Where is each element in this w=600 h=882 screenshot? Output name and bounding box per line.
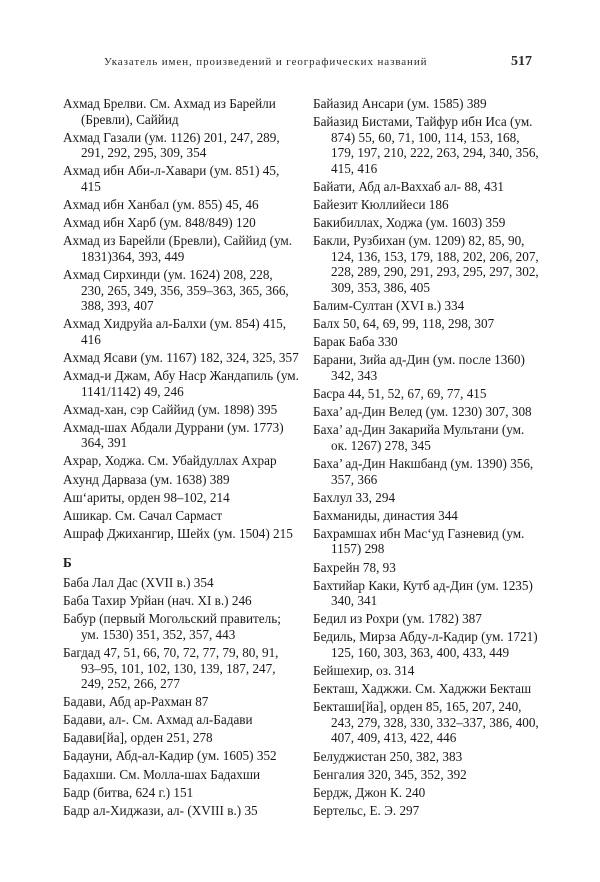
index-entry: Бенгалия 320, 345, 352, 392: [313, 766, 467, 782]
index-entry: Ашраф Джихангир, Шейх (ум. 1504) 215: [63, 525, 293, 541]
index-entry: Бедиль, Мирза Абду-л-Кадир (ум. 1721) 125, 160, 303, 363, 400, 433, 449: [313, 629, 538, 660]
index-entry: Аш‘ариты, орден 98–102, 214: [63, 489, 230, 505]
index-entry: Бакли, Рузбихан (ум. 1209) 82, 85, 90, 124, 136, 153, 179, 188, 202, 206, 207, 228, 289, 290, 291, 293, 295, 297, 302, 309, 353, 386, 405: [313, 233, 539, 296]
index-entry: Ахмад ибн Аби-л-Хавари (ум. 851) 45, 415: [63, 163, 280, 194]
index-entry: Басра 44, 51, 52, 67, 69, 77, 415: [313, 386, 487, 402]
index-entry: Ахмад ибн Ханбал (ум. 855) 45, 46: [63, 197, 259, 213]
index-entry: Ахмад-и Джам, Абу Наср Жандапиль (ум. 1141/1142) 49, 246: [63, 368, 299, 399]
left-column: [63, 96, 299, 821]
index-entry: Ахмад из Барейли (Бревли), Саййид (ум. 1831)364, 393, 449: [63, 233, 293, 264]
index-entry: Ахмад-хан, сэр Саййид (ум. 1898) 395: [63, 401, 278, 417]
index-entry: Ахунд Дарваза (ум. 1638) 389: [63, 471, 230, 487]
index-entry: Баха’ ад-Дин Закарийа Мультани (ум. ок. 1267) 278, 345: [313, 422, 525, 453]
index-entry: Бадахши. См. Молла-шах Бадахши: [63, 766, 261, 782]
index-entry: Ахмад ибн Харб (ум. 848/849) 120: [63, 215, 256, 231]
index-entry: Ахмад-шах Абдали Дуррани (ум. 1773) 364, 391: [63, 419, 284, 451]
index-entry: Ахрар, Ходжа. См. Убайдуллах Ахрар: [63, 453, 277, 469]
index-entry: Бадави[йа], орден 251, 278: [63, 730, 213, 746]
index-entry: Бадр (битва, 624 г.) 151: [63, 784, 194, 800]
index-entry: Балх 50, 64, 69, 99, 118, 298, 307: [313, 316, 495, 332]
index-entry: Бакибиллах, Ходжа (ум. 1603) 359: [313, 215, 506, 231]
index-entry: Баха’ ад-Дин Накшбанд (ум. 1390) 356, 357, 366: [313, 455, 534, 487]
index-entry: Ахмад Хидруйа ал-Балхи (ум. 854) 415, 416: [63, 316, 287, 347]
index-entry: Бахрейн 78, 93: [313, 559, 396, 575]
index-entry: Бекташи[йа], орден 85, 165, 207, 240, 243, 279, 328, 330, 332–337, 386, 400, 407, 409, 413, 422, 446: [313, 699, 539, 746]
index-entry: Байезит Кюллийеси 186: [313, 197, 449, 213]
index-entry: Багдад 47, 51, 66, 70, 72, 77, 79, 80, 91, 93–95, 101, 102, 130, 139, 187, 247, 249, 252, 266, 277: [63, 644, 279, 692]
index-entry: Бабур (первый Могольский правитель; ум. 1530) 351, 352, 357, 443: [63, 611, 281, 642]
index-entry: Барак Баба 330: [313, 334, 398, 350]
index-entry: Бахлул 33, 294: [313, 489, 396, 505]
index-entry: Байазид Ансари (ум. 1585) 389: [313, 96, 487, 111]
index-entry: Ахмад Сирхинди (ум. 1624) 208, 228, 230, 265, 349, 356, 359–363, 365, 366, 388, 393, 407: [63, 266, 289, 314]
section-letter: Б: [63, 555, 72, 571]
index-entry: Бадауни, Абд-ал-Кадир (ум. 1605) 352: [63, 748, 277, 764]
header-title: Указатель имен, произведений и географических названий: [104, 56, 428, 68]
right-column: [313, 96, 541, 821]
index-entry: Баха’ ад-Дин Велед (ум. 1230) 307, 308: [313, 404, 532, 420]
index-entry: Бекташ, Хаджжи. См. Хаджжи Бекташ: [313, 681, 532, 697]
index-entry: Бадави, Абд ар-Рахман 87: [63, 694, 209, 710]
index-entry: Барани, Зийа ад-Дин (ум. после 1360) 342, 343: [313, 352, 525, 383]
index-entry: Бахманиды, династия 344: [313, 507, 458, 523]
index-entry: Бейшехир, оз. 314: [313, 663, 415, 679]
index-entry: Бадр ал-Хиджази, ал- (XVIII в.) 35: [63, 802, 258, 818]
index-entry: Бердж, Джон К. 240: [313, 784, 426, 800]
index-entry: Байазид Бистами, Тайфур ибн Иса (ум. 874) 55, 60, 71, 100, 114, 153, 168, 179, 197, 210, 222, 263, 294, 340, 356, 415, 416: [313, 114, 539, 176]
index-entry: Баба Лал Дас (XVII в.) 354: [63, 575, 214, 591]
index-entry: Ахмад Брелви. См. Ахмад из Барейли (Бревли), Саййид: [63, 96, 276, 127]
index-entry: Баба Тахир Урйан (нач. XI в.) 246: [63, 593, 252, 609]
index-entry: Ахмад Ясави (ум. 1167) 182, 324, 325, 357: [63, 349, 299, 365]
index-entry: Бедил из Рохри (ум. 1782) 387: [313, 611, 482, 627]
index-entry: Белуджистан 250, 382, 383: [313, 748, 463, 764]
index-entry: Ахмад Газали (ум. 1126) 201, 247, 289, 291, 292, 295, 309, 354: [63, 129, 280, 161]
index-entry: Байати, Абд ал-Ваххаб ал- 88, 431: [313, 178, 504, 194]
index-entry: Бахрамшах ибн Мас‘уд Газневид (ум. 1157) 298: [313, 525, 525, 557]
index-entry: Бертельс, Е. Э. 297: [313, 802, 420, 818]
index-entry: Ашикар. См. Сачал Сармаст: [63, 507, 223, 523]
page-number: 517: [511, 54, 532, 69]
index-entry: Бадави, ал-. См. Ахмад ал-Бадави: [63, 712, 253, 728]
index-entry: Бахтийар Каки, Кутб ад-Дин (ум. 1235) 340, 341: [313, 577, 533, 609]
index-entry: Балим-Султан (XVI в.) 334: [313, 298, 465, 314]
